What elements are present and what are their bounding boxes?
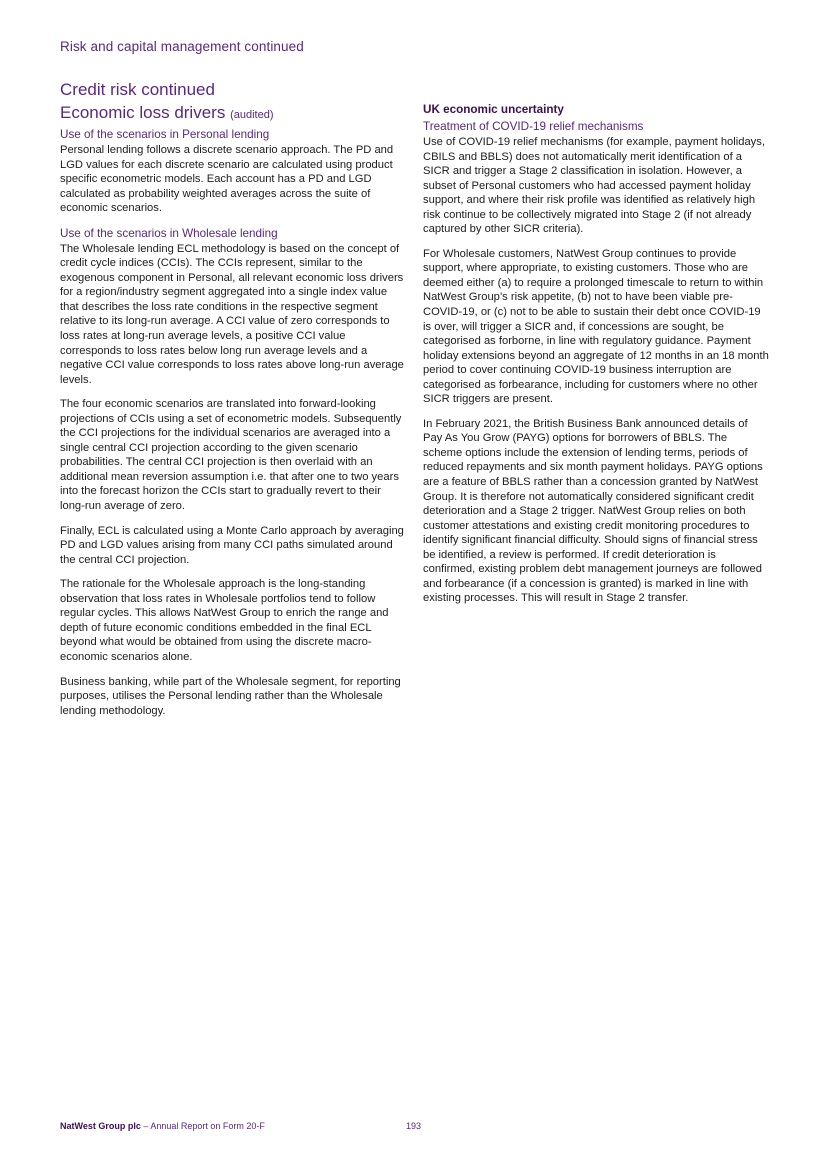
paragraph-wholesale-4: The rationale for the Wholesale approach is the long-standing observation that loss rates in Wholesale portfolios tend to follow regular cycles. This allows NatWest Group to enrich the range and depth of future economic conditions embedded in the final ECL beyond what would be obtained from using the discrete macro-economic scenarios alone. [60,578,389,663]
paragraph-covid-3: In February 2021, the British Business Bank announced details of Pay As You Grow (PAYG) options for borrowers of BBLS. The scheme options include the extension of lending terms, periods of reduced repayments and six month payment holidays. PAYG options are a feature of BBLS rather than a concession granted by NatWest Group. It is therefore not automatically considered significant credit deterioration and a Stage 2 trigger. NatWest Group relies on both customer attestations and existing credit monitoring procedures to identify significant financial difficulty. Should signs of financial stress be identified, a review is performed. If credit deterioration is confirmed, existing problem debt management journeys are followed and forbearance (if a concession is granted) is marked in line with existing processes. This will result in Stage 2 transfer. [423,417,763,605]
running-head: Risk and capital management continued [60,39,304,54]
paragraph-wholesale-1: The Wholesale lending ECL methodology is based on the concept of credit cycle indices (CCIs). The CCIs represent, similar to the exogenous component in Personal, all relevant economic loss drivers for a region/industry segment aggregated into a single index value that describes the loss rate conditions in the respective segment relative to its long-run average. A CCI value of zero corresponds to loss rates at long-run average levels, a positive CCI value corresponds to loss rates below long run average levels and a negative CCI value corresponds to loss rates above long-run average levels. [60,242,404,386]
subsection-title [60,103,406,125]
paragraph-wholesale-3: Finally, ECL is calculated using a Monte Carlo approach by averaging PD and LGD values arising from many CCI paths simulated around the central CCI projection. [60,524,404,566]
heading-uk-economic-uncertainty: UK economic uncertainty [423,103,564,116]
paragraph-personal: Personal lending follows a discrete scenario approach. The PD and LGD values for each discrete scenario are calculated using product specific econometric models. Each account has a PD and LGD calculated as probability weighted averages across the suite of economic scenarios. [60,144,394,215]
footer [60,1121,265,1131]
audited-tag: (audited) [230,109,274,121]
heading-wholesale-lending: Use of the scenarios in Wholesale lending [60,226,278,240]
page-number: 193 [406,1121,422,1131]
right-column [423,100,769,616]
subsection-title-text: Economic loss drivers [60,103,226,122]
section-title: Credit risk continued [60,80,215,99]
left-column [60,80,406,728]
footer-brand: NatWest Group plc [60,1121,141,1131]
paragraph-covid-2: For Wholesale customers, NatWest Group continues to provide support, where appropriate, to existing customers. Those who are deemed either (a) to require a prolonged timescale to return to within NatWest Group’s risk appetite, (b) not to have been viable pre-COVID-19, or (c) not to be able to sustain their debt once COVID-19 is over, will trigger a SICR and, if concessions are sought, be categorised as forborne, in line with regulatory guidance. Payment holiday extensions beyond an aggregate of 12 months in an 18 month period to cover continuing COVID-19 business interruption are categorised as forbearance, including for customers where no other SICR triggers are present. [423,247,769,406]
heading-covid-relief: Treatment of COVID-19 relief mechanisms [423,120,644,133]
paragraph-wholesale-5: Business banking, while part of the Wholesale segment, for reporting purposes, utilises the Personal lending rather than the Wholesale lending methodology. [60,675,401,717]
paragraph-wholesale-2: The four economic scenarios are translated into forward-looking projections of CCIs using a set of econometric models. Subsequently the CCI projections for the individual scenarios are averaged into a single central CCI projection according to the given scenario probabilities. The central CCI projection is then overlaid with an additional mean reversion assumption i.e. that after one to two years into the forecast horizon the CCIs start to gradually revert to their long-run average of zero. [60,398,402,513]
paragraph-covid-1: Use of COVID-19 relief mechanisms (for example, payment holidays, CBILS and BBLS) does not automatically merit identification of a SICR and trigger a Stage 2 classification in isolation. However, a subset of Personal customers who had accessed payment holiday support, and where their risk profile was identified as relatively high risk continue to be collectively migrated into Stage 2 (if not already captured by other SICR criteria). [423,136,765,236]
heading-personal-lending: Use of the scenarios in Personal lending [60,128,270,141]
footer-separator: – [140,1121,151,1131]
footer-report: Annual Report on Form 20-F [150,1121,265,1131]
